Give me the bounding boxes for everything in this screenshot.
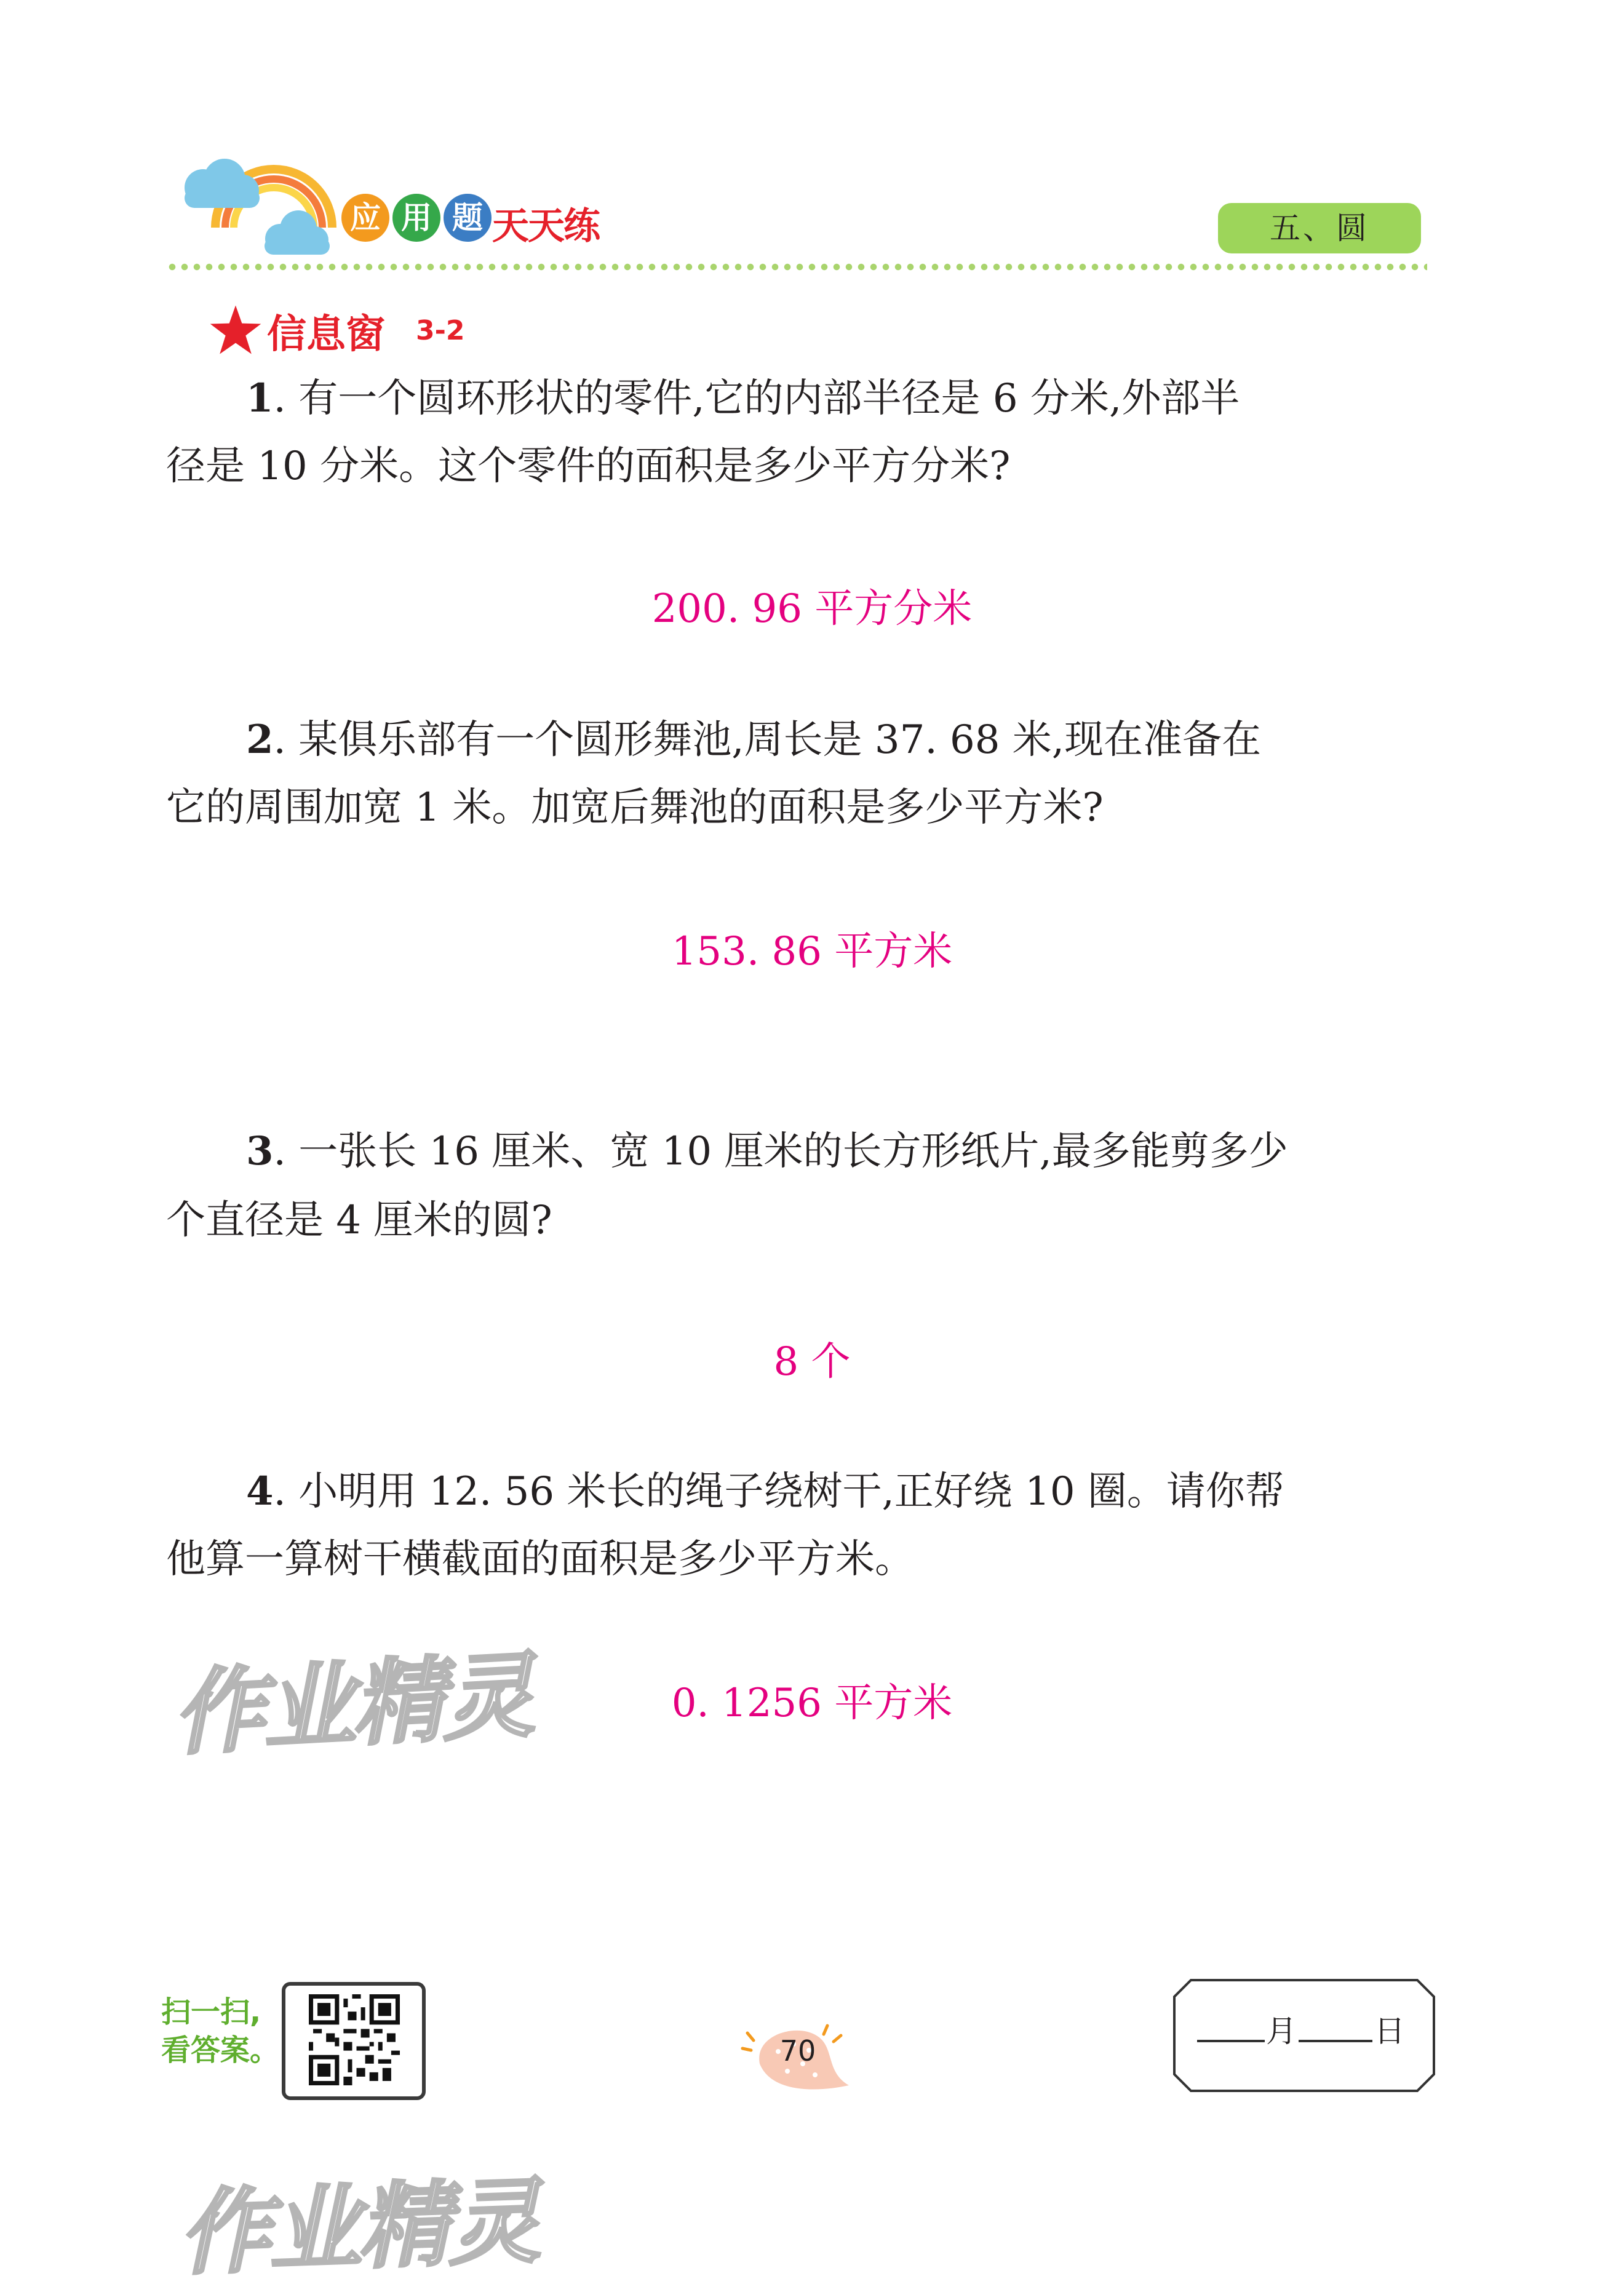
page-number-badge bbox=[735, 2015, 858, 2101]
question-number-dot: . bbox=[273, 1469, 286, 1514]
question-number: 2 bbox=[246, 717, 274, 763]
answer-1: 200. 96 平方分米 bbox=[651, 586, 973, 632]
day-blank[interactable] bbox=[1299, 2040, 1372, 2042]
qr-code-frame[interactable] bbox=[282, 1982, 426, 2100]
question-1-line-2: 径是 10 分米。这个零件的面积是多少平方分米? bbox=[166, 444, 1011, 489]
scan-label-line-1: 扫一扫, bbox=[161, 1995, 261, 2029]
section-subtitle: 3-2 bbox=[416, 315, 465, 346]
qr-code-icon[interactable] bbox=[309, 1994, 400, 2085]
question-number-dot: . bbox=[273, 1129, 286, 1174]
question-text: 一张长 16 厘米、宽 10 厘米的长方形纸片,最多能剪多少 bbox=[298, 1129, 1288, 1174]
answer-4: 0. 1256 平方米 bbox=[671, 1681, 953, 1726]
brand-char-3: 题 bbox=[444, 194, 492, 242]
section-title-text: 信息窗 bbox=[267, 312, 385, 357]
question-number: 3 bbox=[246, 1128, 274, 1174]
brand-tail: 天天练 bbox=[492, 205, 599, 248]
scan-label bbox=[161, 1993, 279, 2069]
month-label: 月 bbox=[1266, 2013, 1297, 2049]
question-text: 有一个圆环形状的零件,它的内部半径是 6 分米,外部半 bbox=[298, 376, 1240, 421]
rainbow-cloud-icon bbox=[172, 148, 344, 258]
star-icon bbox=[209, 304, 262, 356]
answer-2: 153. 86 平方米 bbox=[671, 929, 953, 974]
app-logo bbox=[172, 148, 652, 265]
page-number: 70 bbox=[779, 2034, 816, 2067]
question-number: 1 bbox=[246, 375, 274, 421]
watermark: 作业精灵 bbox=[170, 1642, 535, 1769]
question-text: 某俱乐部有一个圆形舞池,周长是 37. 68 米,现在准备在 bbox=[298, 717, 1262, 763]
question-number-dot: . bbox=[273, 717, 286, 763]
answer-3: 8 个 bbox=[773, 1339, 851, 1385]
watermark: 作业精灵 bbox=[177, 2168, 540, 2288]
question-1-line-1 bbox=[246, 374, 1240, 423]
question-2-line-1 bbox=[246, 715, 1261, 765]
chapter-tag: 五、圆 bbox=[1218, 203, 1421, 253]
brand-char-2: 用 bbox=[392, 194, 440, 242]
question-4-line-2: 他算一算树干横截面的面积是多少平方米。 bbox=[166, 1537, 914, 1582]
question-number-dot: . bbox=[273, 376, 286, 421]
day-label: 日 bbox=[1374, 2013, 1405, 2049]
question-2-line-2: 它的周围加宽 1 米。加宽后舞池的面积是多少平方米? bbox=[166, 785, 1104, 830]
scan-label-line-2: 看答案。 bbox=[161, 2033, 280, 2067]
question-number: 4 bbox=[246, 1468, 274, 1514]
date-fill-area bbox=[1172, 1978, 1436, 2093]
question-3-line-2: 个直径是 4 厘米的圆? bbox=[166, 1198, 552, 1243]
month-blank[interactable] bbox=[1197, 2040, 1265, 2042]
question-3-line-1 bbox=[246, 1127, 1288, 1176]
question-text: 小明用 12. 56 米长的绳子绕树干,正好绕 10 圈。请你帮 bbox=[298, 1469, 1284, 1514]
dotted-divider bbox=[166, 263, 1427, 271]
brand-char-1: 应 bbox=[341, 194, 389, 242]
question-4-line-1 bbox=[246, 1467, 1284, 1516]
